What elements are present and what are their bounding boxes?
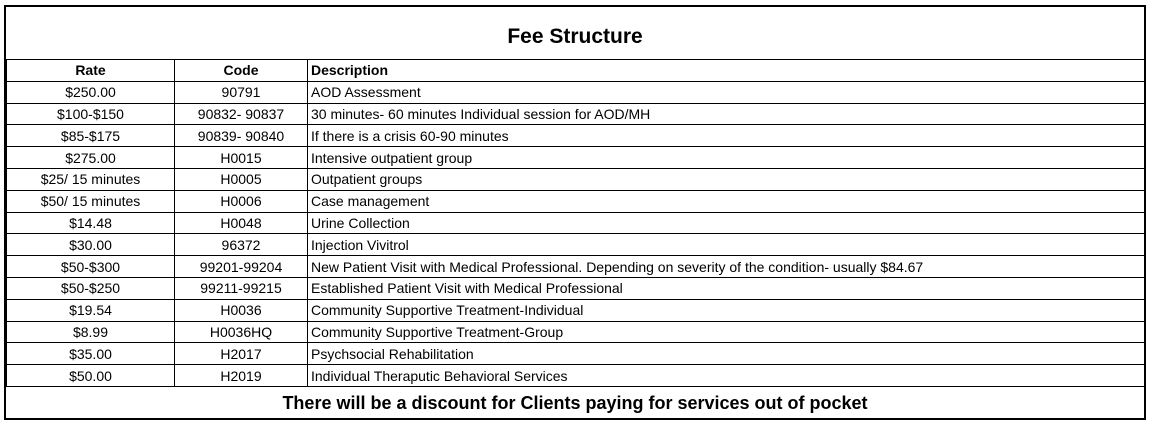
page-title: Fee Structure (507, 25, 643, 48)
rate-cell: $50/ 15 minutes (7, 190, 175, 212)
code-cell: 99211-99215 (175, 277, 308, 299)
rate-cell: $50-$300 (7, 256, 175, 278)
table-row (7, 234, 1146, 256)
rate-cell: $14.48 (7, 212, 175, 234)
table-row (7, 343, 1146, 365)
rate-cell: $30.00 (7, 234, 175, 256)
description-cell: Community Supportive Treatment-Individual (308, 299, 1146, 321)
description-cell: Case management (308, 190, 1146, 212)
table-row (7, 125, 1146, 147)
code-cell: H0005 (175, 168, 308, 190)
code-cell: H0006 (175, 190, 308, 212)
rate-cell: $50.00 (7, 365, 175, 387)
fee-table (6, 59, 1146, 387)
table-row (7, 190, 1146, 212)
rate-cell: $250.00 (7, 81, 175, 103)
table-row (7, 277, 1146, 299)
description-cell: New Patient Visit with Medical Professional. Depending on severity of the condition- usually $84.67 (308, 256, 1146, 278)
code-column-header: Code (175, 60, 308, 82)
table-row (7, 103, 1146, 125)
rate-cell: $85-$175 (7, 125, 175, 147)
table-row (7, 299, 1146, 321)
table-row (7, 321, 1146, 343)
code-cell: H2019 (175, 365, 308, 387)
code-cell: H0036 (175, 299, 308, 321)
code-cell: H0015 (175, 147, 308, 169)
description-cell: If there is a crisis 60-90 minutes (308, 125, 1146, 147)
description-cell: Psychsocial Rehabilitation (308, 343, 1146, 365)
description-cell: Intensive outpatient group (308, 147, 1146, 169)
rate-cell: $50-$250 (7, 277, 175, 299)
fee-table-body (7, 81, 1146, 386)
code-cell: 99201-99204 (175, 256, 308, 278)
rate-cell: $275.00 (7, 147, 175, 169)
description-cell: Established Patient Visit with Medical Professional (308, 277, 1146, 299)
rate-cell: $8.99 (7, 321, 175, 343)
code-cell: H0036HQ (175, 321, 308, 343)
description-cell: Injection Vivitrol (308, 234, 1146, 256)
code-cell: H0048 (175, 212, 308, 234)
description-cell: Individual Theraputic Behavioral Services (308, 365, 1146, 387)
code-cell: 96372 (175, 234, 308, 256)
table-row (7, 81, 1146, 103)
rate-cell: $19.54 (7, 299, 175, 321)
description-cell: Community Supportive Treatment-Group (308, 321, 1146, 343)
table-row (7, 256, 1146, 278)
discount-notice: There will be a discount for Clients paying for services out of pocket (282, 393, 868, 413)
rate-cell: $100-$150 (7, 103, 175, 125)
code-cell: H2017 (175, 343, 308, 365)
description-cell: Outpatient groups (308, 168, 1146, 190)
description-column-header: Description (308, 60, 1146, 82)
description-cell: 30 minutes- 60 minutes Individual session for AOD/MH (308, 103, 1146, 125)
description-cell: AOD Assessment (308, 81, 1146, 103)
description-cell: Urine Collection (308, 212, 1146, 234)
code-cell: 90839- 90840 (175, 125, 308, 147)
code-cell: 90832- 90837 (175, 103, 308, 125)
table-row (7, 168, 1146, 190)
table-row (7, 365, 1146, 387)
rate-column-header: Rate (7, 60, 175, 82)
header-row (7, 60, 1146, 82)
rate-cell: $35.00 (7, 343, 175, 365)
code-cell: 90791 (175, 81, 308, 103)
fee-structure-sheet (4, 5, 1146, 420)
table-row (7, 147, 1146, 169)
table-row (7, 212, 1146, 234)
rate-cell: $25/ 15 minutes (7, 168, 175, 190)
